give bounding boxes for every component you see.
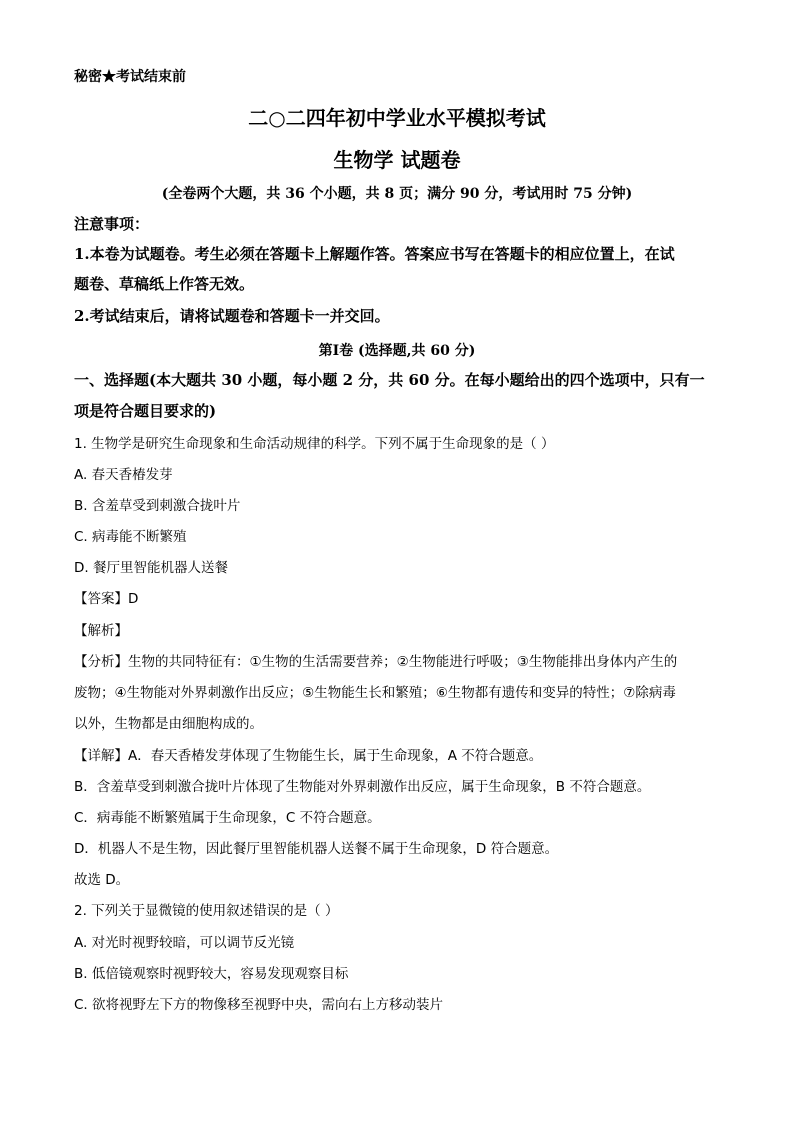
question-1-analysis-line: 废物；④生物能对外界刺激作出反应；⑤生物能生长和繁殖；⑥生物都有遗传和变异的特性；⑦除病毒 (74, 685, 676, 701)
question-1-analysis-line: 以外，生物都是由细胞构成的。 (74, 716, 263, 732)
question-2-option-c: C. 欲将视野左下方的物像移至视野中央，需向右上方移动装片 (74, 997, 444, 1013)
question-1-detail-line: D．机器人不是生物，因此餐厅里智能机器人送餐不属于生命现象，D 符合题意。 (74, 841, 559, 857)
part-heading-line-2: 项是符合题目要求的) (74, 402, 217, 420)
notes-item-2: 2.考试结束后，请将试题卷和答题卡一并交回。 (74, 307, 390, 325)
notes-item-1-line-1: 1.本卷为试题卷。考生必须在答题卡上解题作答。答案应书写在答题卡的相应位置上，在试 (74, 245, 675, 263)
question-1-analysis-heading: 【解析】 (74, 623, 128, 639)
question-1-option-d: D. 餐厅里智能机器人送餐 (74, 560, 228, 576)
question-2-stem: 2. 下列关于显微镜的使用叙述错误的是（ ） (74, 903, 339, 919)
question-1-detail-line: C．病毒能不断繁殖属于生命现象，C 不符合题意。 (74, 810, 381, 826)
notes-item-1-line-2: 题卷、草稿纸上作答无效。 (74, 275, 255, 293)
exam-subtitle: 生物学 试题卷 (333, 148, 461, 172)
exam-info: (全卷两个大题，共 36 个小题，共 8 页；满分 90 分，考试用时 75 分钟) (161, 186, 633, 202)
volume-heading: 第Ⅰ卷 (选择题,共 60 分) (318, 343, 476, 359)
exam-title: 二○二四年初中学业水平模拟考试 (248, 106, 546, 130)
question-1-detail-line: B．含羞草受到刺激合拢叶片体现了生物能对外界刺激作出反应，属于生命现象，B 不符合题意。 (74, 779, 651, 795)
question-2-option-a: A. 对光时视野较暗，可以调节反光镜 (74, 935, 295, 951)
question-1-detail-line: 【详解】A．春天香椿发芽体现了生物能生长，属于生命现象，A 不符合题意。 (74, 748, 543, 764)
question-1-option-a: A. 春天香椿发芽 (74, 467, 173, 483)
part-heading-line-1: 一、选择题(本大题共 30 小题，每小题 2 分，共 60 分。在每小题给出的四个选项中，只有一 (74, 371, 705, 389)
question-1-conclusion: 故选 D。 (74, 872, 130, 888)
question-1-stem: 1. 生物学是研究生命现象和生命活动规律的科学。下列不属于生命现象的是（ ） (74, 436, 555, 452)
notes-heading: 注意事项： (74, 215, 150, 233)
question-1-option-b: B. 含羞草受到刺激合拢叶片 (74, 498, 241, 514)
secret-label: 秘密★考试结束前 (74, 69, 186, 85)
question-1-analysis-line: 【分析】生物的共同特征有：①生物的生活需要营养；②生物能进行呼吸；③生物能排出身体内产生的 (74, 654, 678, 670)
question-1-option-c: C. 病毒能不断繁殖 (74, 529, 187, 545)
question-2-option-b: B. 低倍镜观察时视野较大，容易发现观察目标 (74, 966, 349, 982)
question-1-answer: 【答案】D (74, 591, 139, 607)
